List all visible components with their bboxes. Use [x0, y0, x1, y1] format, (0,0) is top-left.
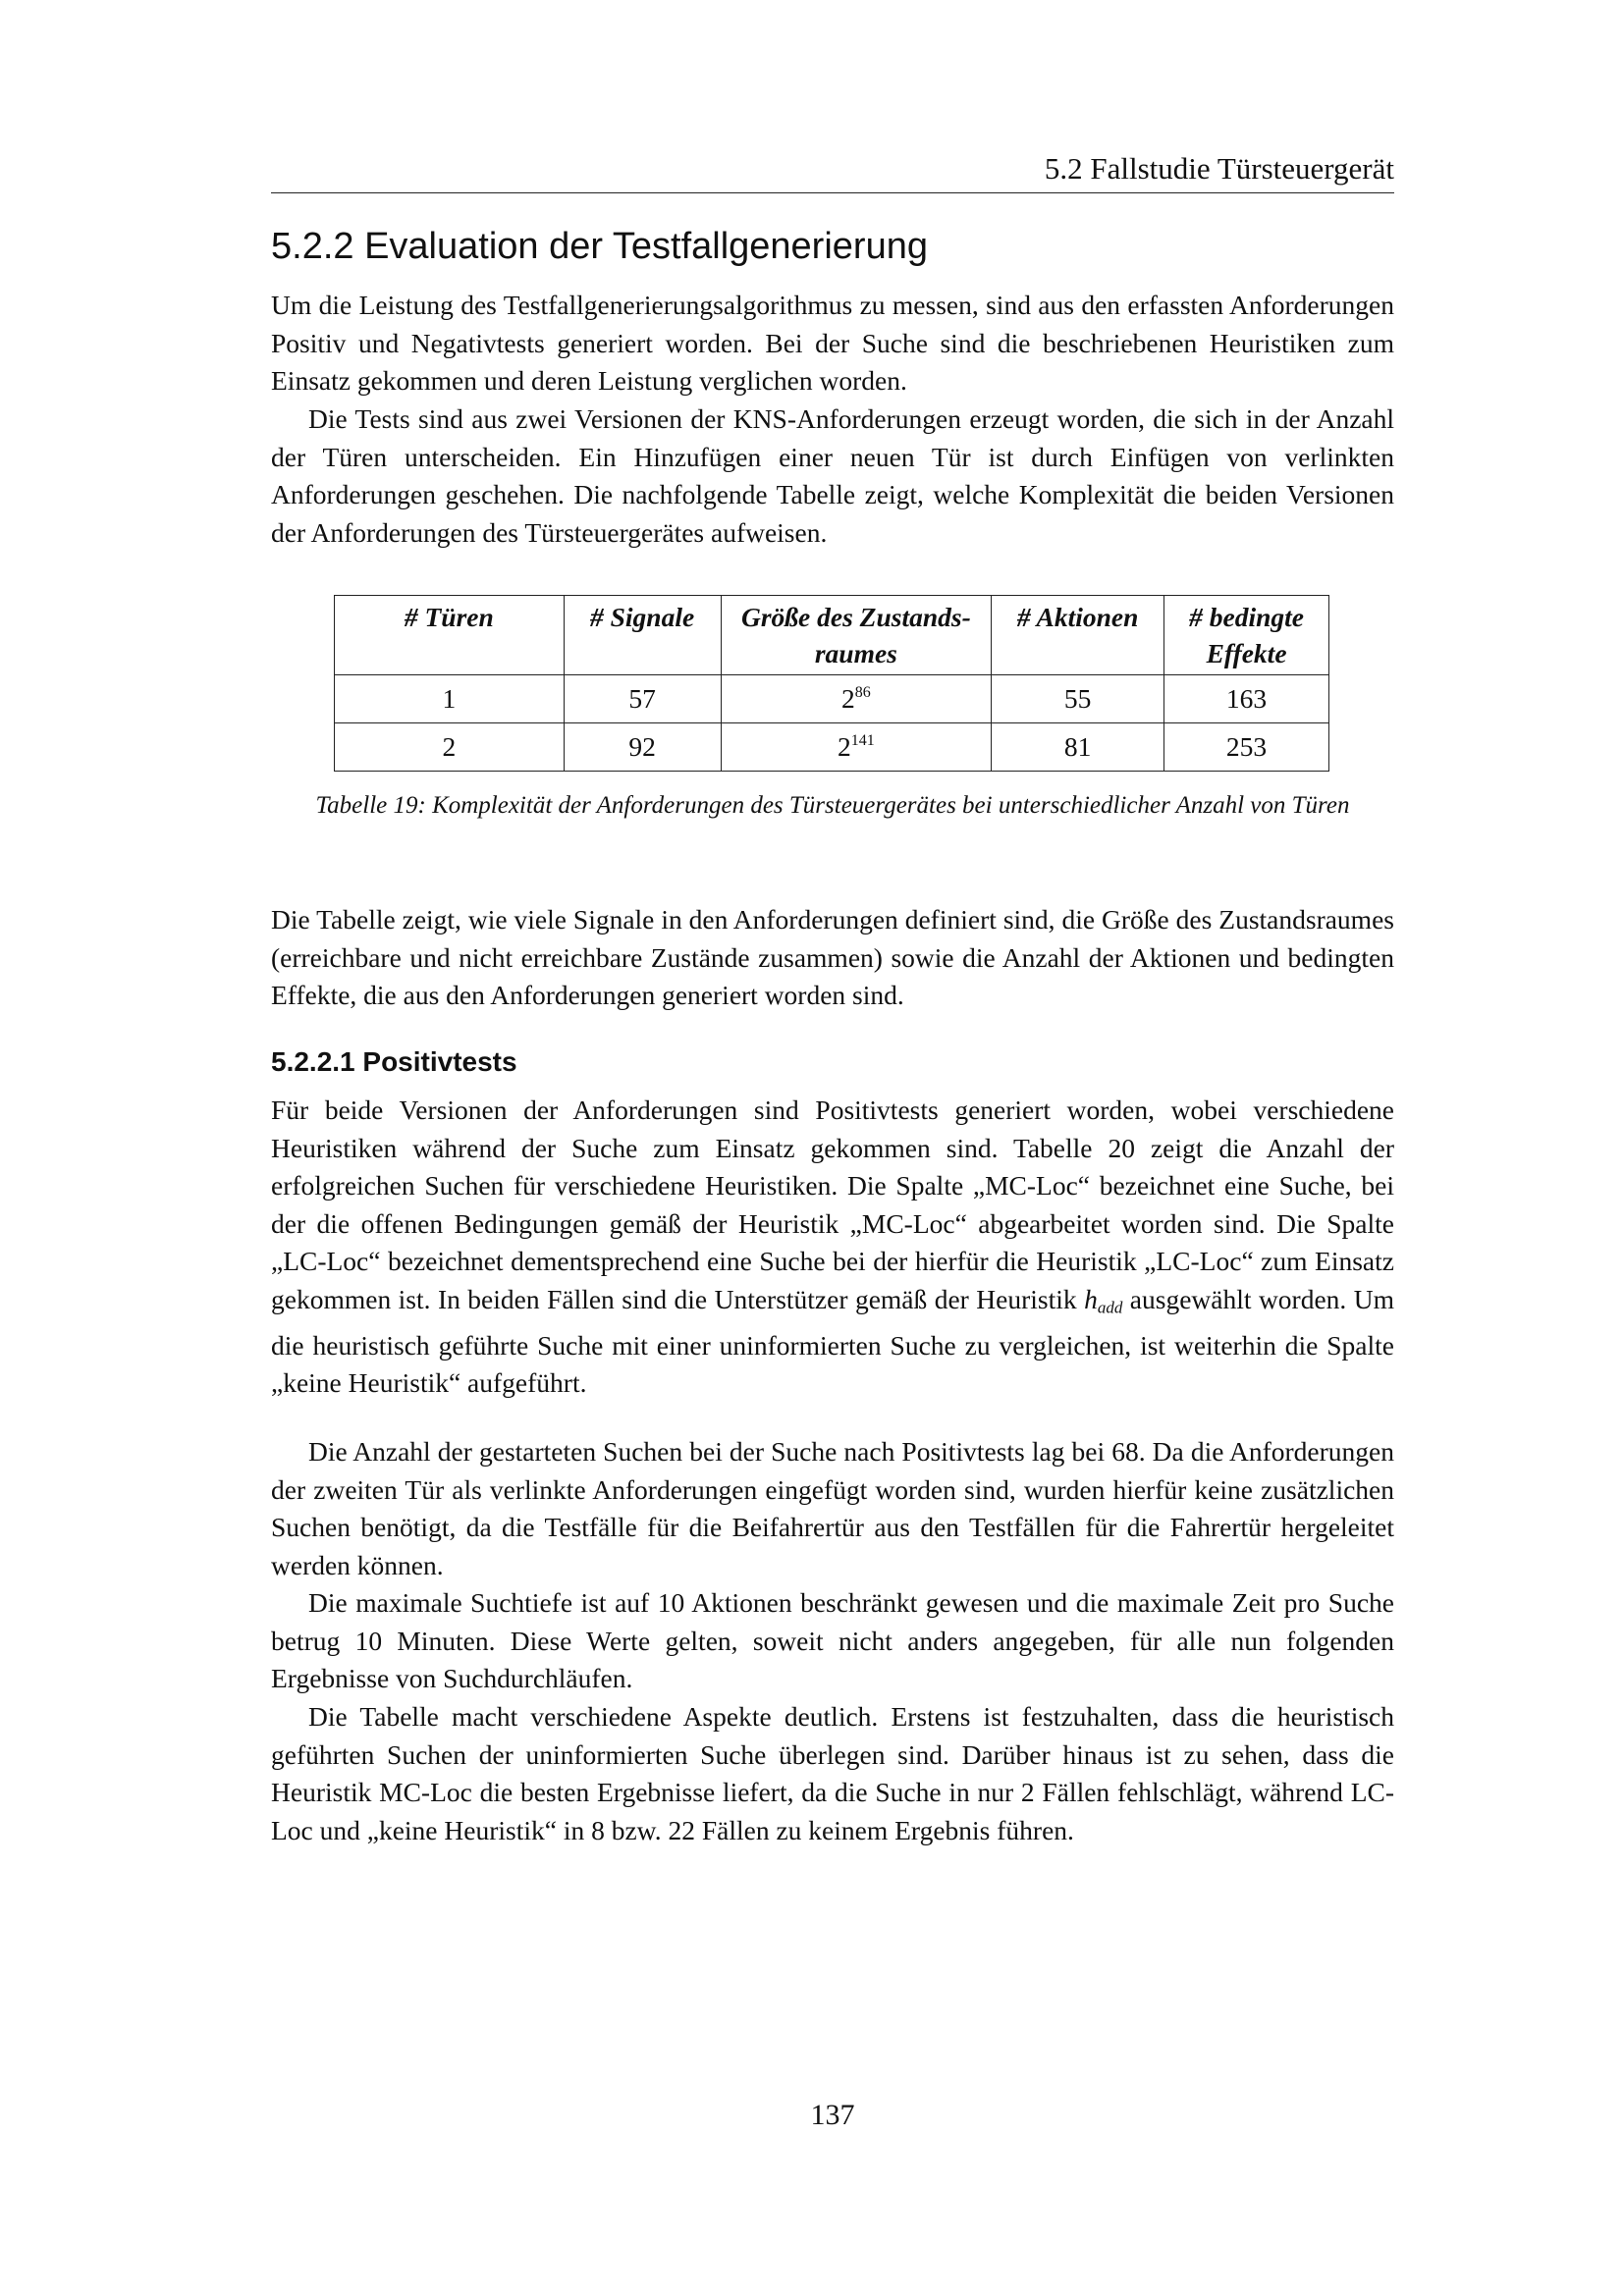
cell-effekte: 163 [1164, 675, 1329, 723]
cell-signale: 92 [564, 723, 721, 772]
text-after-heuristic: ausgewählt worden. Um die heuristisch geführte Suche mit einer uninformierten Suche zu vergleichen, ist weiterhin die Spalte „keine Heuristik“ aufgeführt. [271, 1283, 1394, 1399]
cell-tueren: 1 [335, 675, 565, 723]
paragraph-search-count: Die Anzahl der gestarteten Suchen bei der Suche nach Positivtests lag bei 68. Da die Anforderungen der zweiten Tür als verlinkte Anforderungen eingefügt worden sind, wurden hierfür keine zusätzlichen Suchen benötigt, da die Testfälle für die Beifahrertür aus den Testfällen für die Fahrertür hergeleitet werden können. [271, 1436, 1394, 1580]
table-row [335, 723, 1329, 772]
section-heading: 5.2.2 Evaluation der Testfallgenerierung [271, 226, 928, 267]
cell-zustandsraum [721, 675, 992, 723]
complexity-table [334, 595, 1329, 772]
running-header: 5.2 Fallstudie Türsteuergerät [271, 149, 1394, 193]
paragraph-versions: Die Tests sind aus zwei Versionen der KNS-Anforderungen erzeugt worden, die sich in der Anzahl der Türen unterscheiden. Ein Hinzufügen einer neuen Tür ist durch Einfügen von verlinkten Anforderungen geschehen. Die nachfolgende Tabelle zeigt, welche Komplexität die beiden Versionen der Anforderungen des Türsteuergerätes aufweisen. [271, 403, 1394, 548]
header-zustandsraum: Größe des Zustands-raumes [721, 596, 992, 675]
table-row [335, 675, 1329, 723]
paragraph-table-explanation: Die Tabelle zeigt, wie viele Signale in den Anforderungen definiert sind, die Größe des Zustandsraumes (erreichbare und nicht erreichbare Zustände zusammen) sowie die Anzahl der Aktionen und bedingten Effekte, die aus den Anforderungen generiert worden sind. [271, 904, 1394, 1011]
paragraph-search-limits: Die maximale Suchtiefe ist auf 10 Aktionen beschränkt gewesen und die maximale Zeit pro Suche betrug 10 Minuten. Diese Werte gelten, soweit nicht anders angegeben, für alle nun folgenden Ergebnisse von Suchdurchläufen. [271, 1587, 1394, 1694]
header-aktionen: # Aktionen [992, 596, 1164, 675]
text-before-heuristic: Für beide Versionen der Anforderungen sind Positivtests generiert worden, wobei verschiedene Heuristiken während der Suche zum Einsatz gekommen sind. Tabelle 20 zeigt die Anzahl der erfolgreichen Suchen für verschiedene Heuristiken. Die Spalte „MC-Loc“ bezeichnet eine Suche, bei der die offenen Bedingungen gemäß der Heuristik „MC-Loc“ abgearbeitet worden sind. Die Spalte „LC-Loc“ bezeichnet dementsprechend eine Suche bei der hierfür die Heuristik „LC-Loc“ zum Einsatz gekommen ist. In beiden Fällen sind die Unterstützer gemäß der Heuristik [271, 1095, 1394, 1314]
cell-zustandsraum [721, 723, 992, 772]
power-base: 2 [838, 731, 851, 762]
cell-effekte: 253 [1164, 723, 1329, 772]
page-number: 137 [810, 2099, 855, 2131]
power-exponent: 141 [850, 731, 875, 749]
paragraph-positivtests [271, 1092, 1394, 1403]
heuristic-subscript: add [1097, 1298, 1123, 1317]
paragraph-results: Die Tabelle macht verschiedene Aspekte deutlich. Erstens ist festzuhalten, dass die heuristisch geführten Suchen der uninformierten Suche überlegen sind. Darüber hinaus ist zu sehen, dass die Heuristik MC-Loc die besten Ergebnisse liefert, da die Suche in nur 2 Fällen fehlschlägt, während LC-Loc und „keine Heuristik“ in 8 bzw. 22 Fällen zu keinem Ergebnis führen. [271, 1701, 1394, 1845]
cell-tueren: 2 [335, 723, 565, 772]
cell-aktionen: 55 [992, 675, 1164, 723]
power-exponent: 86 [854, 683, 871, 701]
paragraph-intro: Um die Leistung des Testfallgenerierungsalgorithmus zu messen, sind aus den erfassten Anforderungen Positiv und Negativtests generiert worden. Bei der Suche sind die beschriebenen Heuristiken zum Einsatz gekommen und deren Leistung verglichen worden. [271, 290, 1394, 397]
table-header-row [335, 596, 1329, 675]
power-base: 2 [841, 683, 855, 714]
cell-aktionen: 81 [992, 723, 1164, 772]
cell-signale: 57 [564, 675, 721, 723]
subsection-heading: 5.2.2.1 Positivtests [271, 1046, 517, 1077]
header-tueren: # Türen [335, 596, 565, 675]
table-caption: Tabelle 19: Komplexität der Anforderungen des Türsteuergerätes bei unterschiedlicher Anzahl von Türen [315, 792, 1350, 819]
header-signale: # Signale [564, 596, 721, 675]
heuristic-base: h [1084, 1283, 1098, 1314]
heuristic-symbol [1084, 1283, 1123, 1317]
header-bedingte-effekte: # bedingte Effekte [1164, 596, 1329, 675]
